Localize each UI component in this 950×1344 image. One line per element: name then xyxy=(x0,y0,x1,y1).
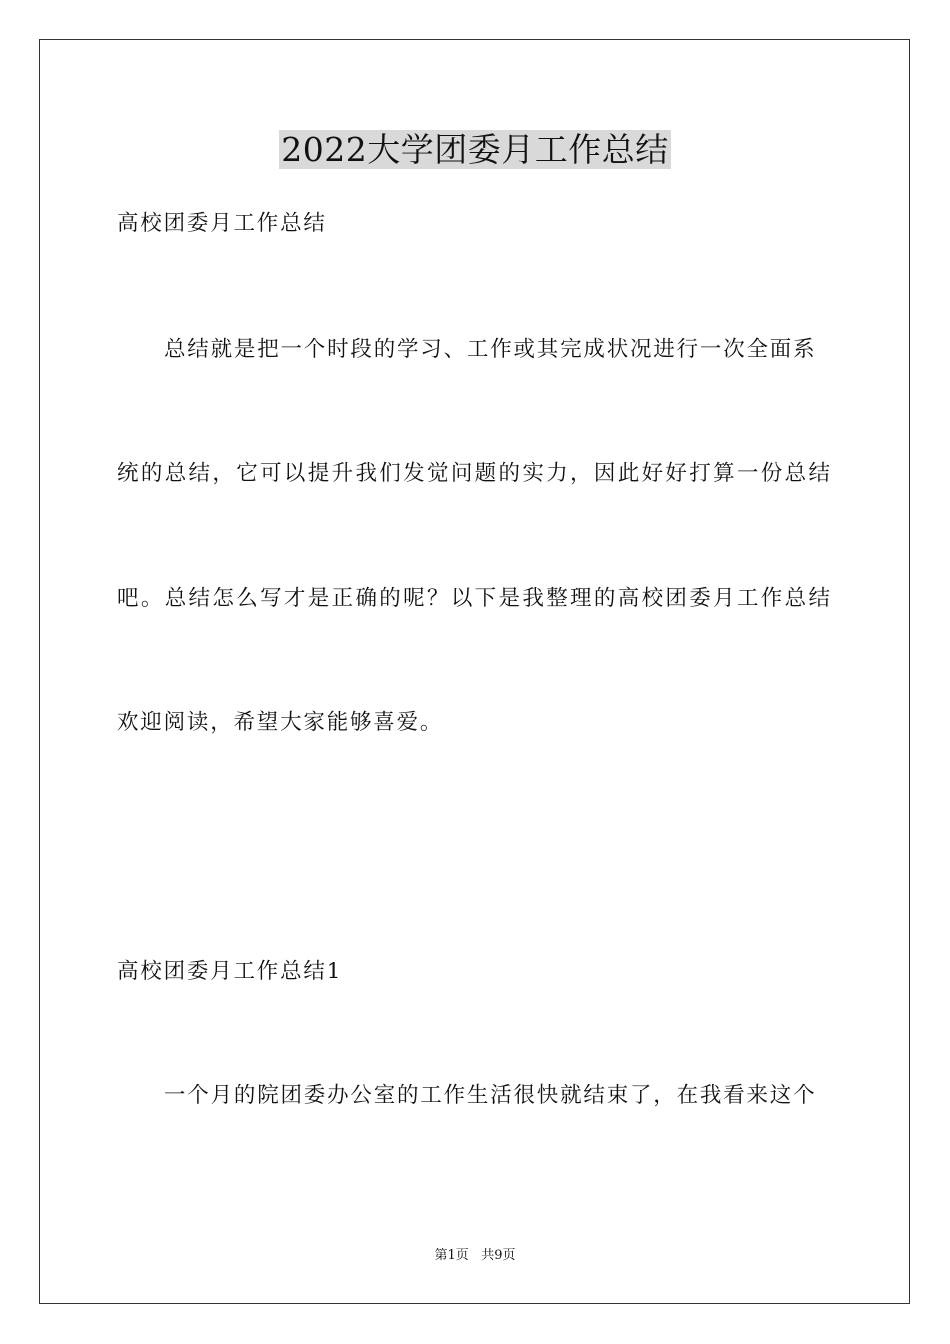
paragraph-line: 一个月的院团委办公室的工作生活很快就结束了，在我看来这个 xyxy=(164,1083,817,1108)
paragraph-line: 总结就是把一个时段的学习、工作或其完成状况进行一次全面系 xyxy=(164,337,817,362)
document-title-text: 2022大学团委月工作总结 xyxy=(281,130,669,169)
section-heading: 高校团委月工作总结 xyxy=(117,211,327,236)
section-heading: 高校团委月工作总结1 xyxy=(117,959,343,984)
paragraph-line: 统的总结，它可以提升我们发觉问题的实力，因此好好打算一份总结 xyxy=(117,461,830,486)
page-total: 共9页 xyxy=(481,1248,516,1263)
document-title xyxy=(0,128,950,172)
paragraph-line: 吧。总结怎么写才是正确的呢？以下是我整理的高校团委月工作总结 xyxy=(117,586,830,611)
paragraph-line: 欢迎阅读，希望大家能够喜爱。 xyxy=(117,710,444,735)
page-number: 第1页 xyxy=(434,1248,469,1263)
page-footer xyxy=(0,1246,950,1266)
